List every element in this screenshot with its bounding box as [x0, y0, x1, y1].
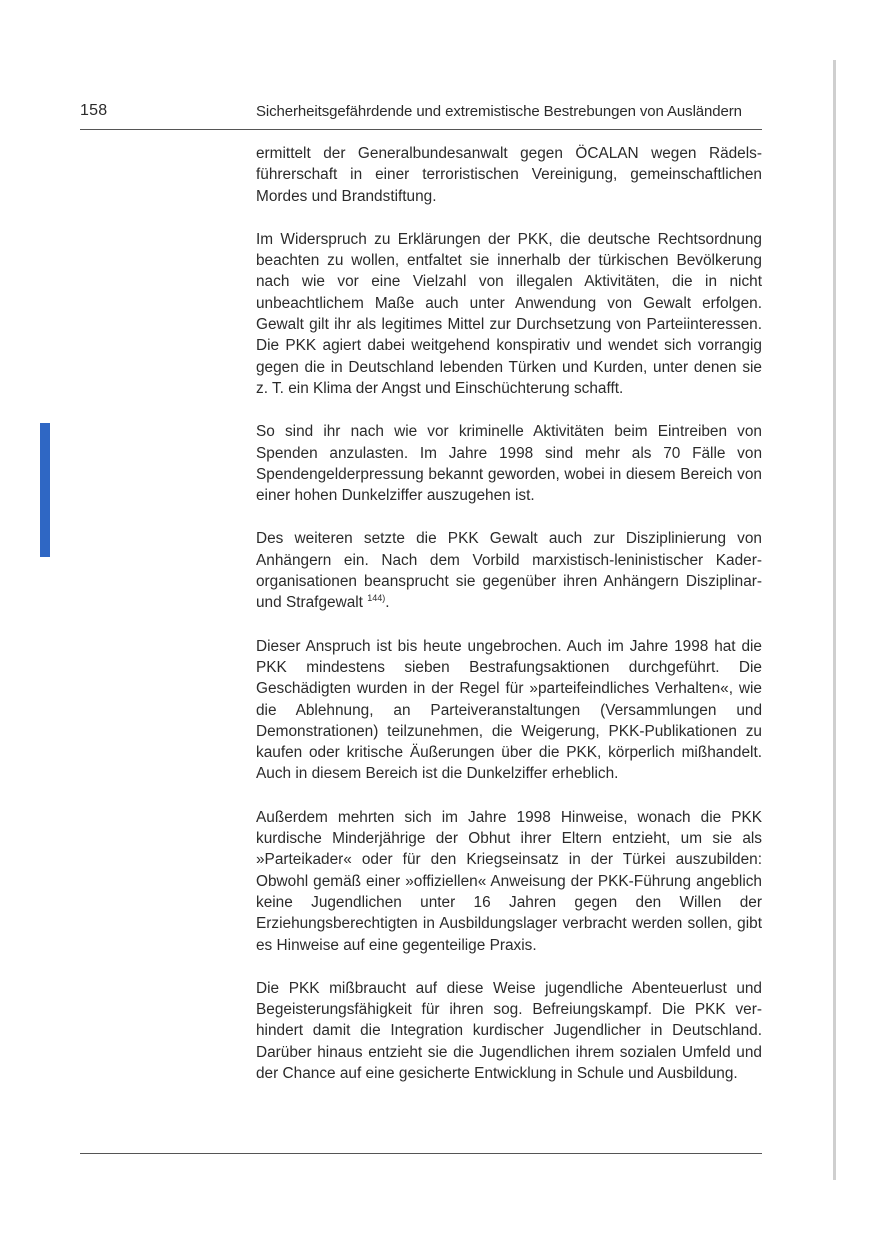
- margin-marker-bar: [40, 423, 50, 557]
- footer-rule: [80, 1153, 762, 1154]
- paragraph-1: ermittelt der Generalbundesanwalt gegen ÖCALAN wegen Rädelsführerschaft in einer terroristischen Vereinigung, gemeinschaftlichen Mordes und Brandstiftung.: [256, 145, 762, 205]
- footnote-reference: 144): [367, 593, 386, 604]
- paragraph-4-text: Des weiteren setzte die PKK Gewalt auch zur Disziplinierung von Anhängern ein. Nach dem Vorbild marxistisch-leninistischer Kaderorganisationen beansprucht sie gegenüber ihren Anhängern Disziplinar- und Strafgewalt: [256, 530, 762, 612]
- page-number: 158: [80, 102, 108, 119]
- running-header-title: Sicherheitsgefährdende und extremistische Bestrebungen von Ausländern: [256, 103, 742, 120]
- body-text: [256, 143, 762, 1106]
- paragraph-4: [256, 528, 762, 613]
- paragraph-4-tail: .: [385, 594, 390, 612]
- paragraph-5: Dieser Anspruch ist bis heute ungebrochen. Auch im Jahre 1998 hat die PKK mindestens sieben Bestrafungsaktionen durchgeführt. Die Geschädigten wurden in der Regel für »parteifeindliches Verhalten«, wie die Ablehnung, an Parteiveranstaltungen (Versammlungen und Demonstrationen) teilzunehmen, die Weigerung, PKK-Publikationen zu kaufen oder kritische Äußerungen über die PKK, körperlich mißhandelt. Auch in diesem Bereich ist die Dunkelziffer erheblich.: [256, 637, 762, 783]
- paragraph-2: Im Widerspruch zu Erklärungen der PKK, die deutsche Rechtsordnung beachten zu wollen, entfaltet sie innerhalb der türkischen Bevölkerung nach wie vor eine Vielzahl von illegalen Aktivitäten, die in nicht unbeachtlichem Maße auch unter Anwendung von Gewalt erfolgen. Gewalt gilt ihr als legitimes Mittel zur Durchsetzung von Parteiinteressen. Die PKK agiert dabei weitgehend konspirativ und wendet sich vorrangig gegen die in Deutschland lebenden Türken und Kurden, unter denen sie z. T. ein Klima der Angst und Einschüchterung schafft.: [256, 230, 762, 397]
- paragraph-3: So sind ihr nach wie vor kriminelle Aktivitäten beim Eintreiben von Spenden anzulasten. Im Jahre 1998 sind mehr als 70 Fälle von Spendengelderpressung bekannt geworden, wobei in diesem Bereich von einer hohen Dunkelziffer auszugehen ist.: [256, 423, 762, 505]
- header-rule: [80, 129, 762, 130]
- paragraph-6: Außerdem mehrten sich im Jahre 1998 Hinweise, wonach die PKK kurdische Minderjährige der Obhut ihrer Eltern entzieht, um sie als »Parteikader« oder für den Kriegseinsatz in der Türkei auszubilden: Obwohl gemäß einer »offiziellen« Anweisung der PKK-Führung angeblich keine Jugendlichen unter 16 Jahren gegen den Willen der Erziehungsberechtigten in Ausbildungslager verbracht werden sollen, gibt es Hinweise auf eine gegenteilige Praxis.: [256, 808, 762, 954]
- page-edge-shadow: [833, 60, 836, 1180]
- paragraph-7: Die PKK mißbraucht auf diese Weise jugendliche Abenteuerlust und Begeisterungsfähigkeit für ihren sog. Befreiungskampf. Die PKK verhindert damit die Integration kurdischer Jugendlicher in Deutschland. Darüber hinaus entzieht sie die Jugendlichen ihrem sozialen Umfeld und der Chance auf eine gesicherte Entwicklung in Schule und Ausbildung.: [256, 979, 762, 1082]
